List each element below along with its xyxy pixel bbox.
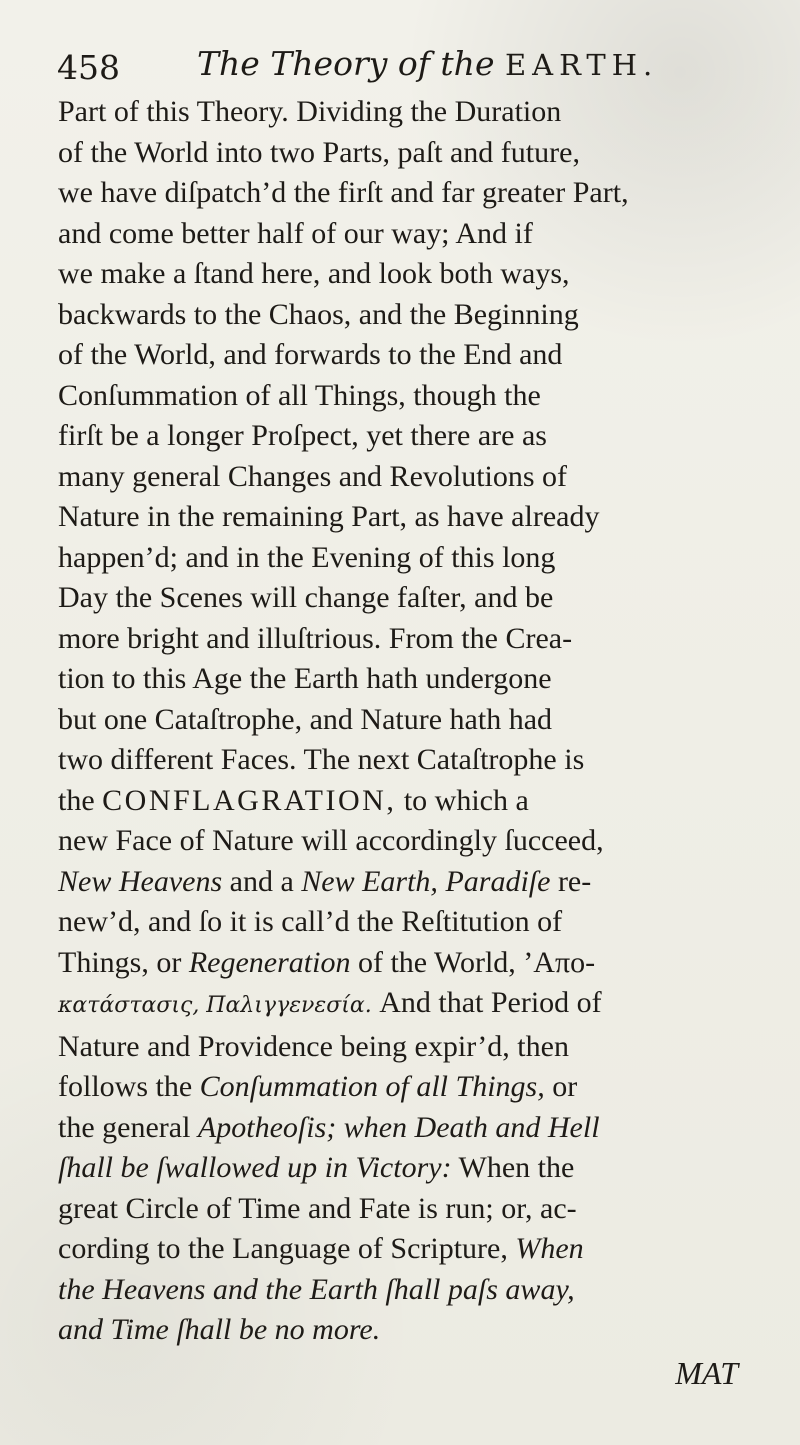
text-line-24: Nature and Providence being expir’d, then <box>58 1029 569 1063</box>
text-line-17: two different Faces. The next Cataſtrophe is <box>58 743 585 776</box>
when-italic: When <box>515 1232 584 1265</box>
text-line-22 <box>58 943 738 984</box>
text-line-19: new Face of Nature will accordingly ſucceed, <box>58 824 604 857</box>
text-line-26-start: the general <box>58 1110 191 1144</box>
text-line-7: of the World, and forwards to the End and <box>58 338 563 371</box>
catchword: MAT <box>675 1355 738 1391</box>
text-line-3: we have diſpatch’d the firſt and far greater Part, <box>58 176 629 209</box>
text-line-27 <box>58 1148 738 1189</box>
text-line-25-start: follows the <box>58 1070 193 1103</box>
running-title-italic: The Theory of the <box>197 44 495 83</box>
text-line-22-end: of the World, ’Απο- <box>357 945 596 979</box>
text-line-2: of the World into two Parts, paſt and future, <box>58 135 580 169</box>
text-line-23 <box>58 983 738 1027</box>
text-line-9: firſt be a longer Proſpect, yet there are as <box>58 419 547 452</box>
text-line-28: great Circle of Time and Fate is run; or, ac- <box>58 1191 577 1225</box>
text-line-18-end: to which a <box>403 783 529 817</box>
greek-terms: κατάστασις, Παλιγγενεσία. <box>58 993 372 1018</box>
text-line-29-start: cording to the Language of Scripture, <box>58 1232 508 1265</box>
text-line-1: Part of this Theory. Dividing the Duration <box>58 95 562 128</box>
text-line-20 <box>58 862 738 903</box>
text-line-20-end: re- <box>557 864 592 898</box>
text-line-15: tion to this Age the Earth hath undergone <box>58 662 552 695</box>
regeneration-italic: Regeneration <box>188 945 351 979</box>
text-line-18-start: the <box>58 783 95 817</box>
text-line-27-end: When the <box>458 1151 575 1184</box>
running-title <box>197 44 658 83</box>
text-line-26 <box>58 1108 738 1149</box>
text-line-25 <box>58 1067 738 1108</box>
page-number: 458 <box>57 48 120 87</box>
text-line-21: new’d, and ſo it is call’d the Reſtitution of <box>58 905 563 938</box>
text-line-14: more bright and illuſtrious. From the Crea- <box>58 621 573 655</box>
body-text <box>58 92 738 1351</box>
text-line-4: and come better half of our way; And if <box>58 216 533 250</box>
consummation-italic: Conſummation of all Things, <box>199 1070 545 1103</box>
text-line-16: but one Cataſtrophe, and Nature hath had <box>58 702 553 736</box>
text-line-12: happen’d; and in the Evening of this long <box>58 540 556 574</box>
text-line-13: Day the Scenes will change faſter, and be <box>58 581 554 614</box>
new-earth-italic: New Earth, <box>301 864 438 898</box>
text-line-22-start: Things, or <box>58 945 182 979</box>
running-title-caps: EARTH. <box>504 48 659 82</box>
text-line-30: the Heavens and the Earth ſhall paſs away, <box>58 1272 575 1306</box>
text-line-23-end: And that Period of <box>379 986 602 1019</box>
paradise-italic: Paradiſe <box>445 864 551 898</box>
text-line-8: Conſummation of all Things, though the <box>58 378 541 412</box>
text-line-25-end: or <box>552 1070 578 1103</box>
text-line-10: many general Changes and Revolutions of <box>58 459 568 493</box>
conflagration-heading: CONFLAGRATION, <box>102 783 397 817</box>
new-heavens-italic: New Heavens <box>58 864 223 898</box>
victory-italic: ſhall be ſwallowed up in Victory: <box>58 1151 452 1184</box>
text-line-29 <box>58 1229 738 1270</box>
text-line-31: and Time ſhall be no more. <box>58 1313 381 1346</box>
text-line-18 <box>58 781 738 822</box>
text-line-6: backwards to the Chaos, and the Beginning <box>58 297 579 331</box>
text-line-5: we make a ſtand here, and look both ways, <box>58 257 570 290</box>
text-line-20-middle: and a <box>229 864 294 898</box>
apotheosis-italic: Apotheoſis; when Death and Hell <box>197 1110 600 1144</box>
text-line-11: Nature in the remaining Part, as have already <box>58 500 600 533</box>
